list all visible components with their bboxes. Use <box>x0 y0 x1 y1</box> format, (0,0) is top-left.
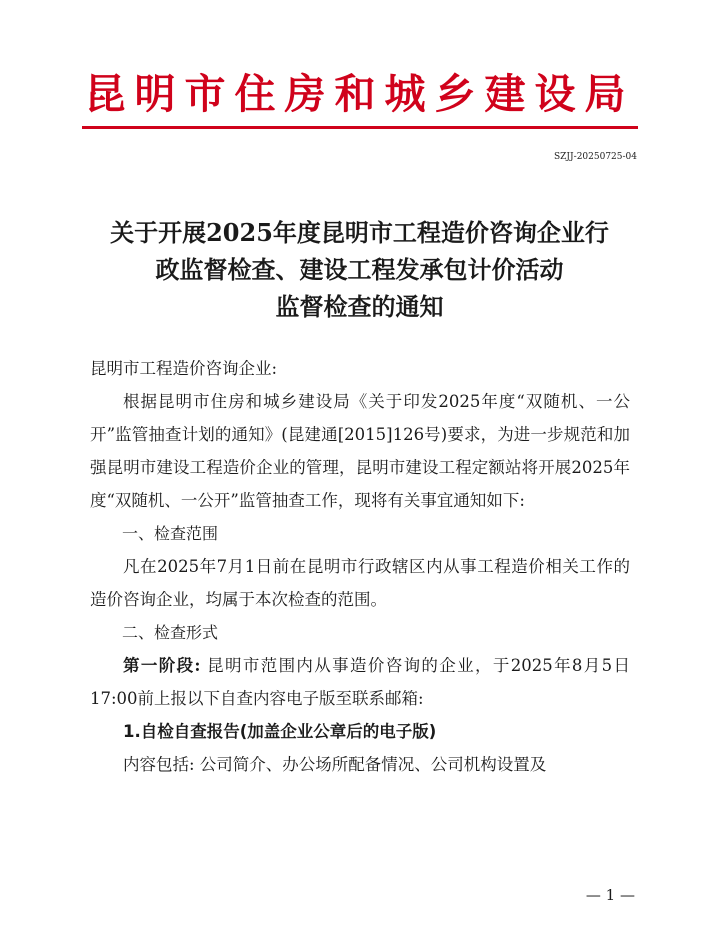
section-1-heading: 一、检查范围 <box>122 524 219 543</box>
red-separator-line <box>82 126 638 129</box>
stage-1-label: 第一阶段: <box>123 656 201 675</box>
notice-body <box>90 352 630 781</box>
section-2-heading: 二、检查形式 <box>122 623 219 642</box>
document-number: SZJJ-20250725-04 <box>554 152 637 162</box>
notice-title <box>60 214 659 325</box>
page-number: — 1 — <box>585 886 635 904</box>
item-1-paragraph: 内容包括: 公司简介、办公场所配备情况、公司机构设置及 <box>123 755 547 774</box>
stage-1-text: 昆明市范围内从事造价咨询的企业，于2025年8月5日17:00前上报以下自查内容电子版至联系邮箱: <box>90 656 630 708</box>
issuing-authority-header: 昆明市住房和城乡建设局 <box>84 70 635 118</box>
stage-1-paragraph <box>90 649 630 715</box>
item-1-heading: 1.自检自查报告(加盖企业公章后的电子版) <box>123 722 437 741</box>
title-line-1: 关于开展2025年度昆明市工程造价咨询企业行 <box>110 218 609 247</box>
section-1-paragraph: 凡在2025年7月1日前在昆明市行政辖区内从事工程造价相关工作的造价咨询企业，均属于本次检查的范围。 <box>90 557 630 609</box>
salutation: 昆明市工程造价咨询企业: <box>90 359 278 378</box>
title-line-3: 监督检查的通知 <box>275 292 444 321</box>
title-line-2: 政监督检查、建设工程发承包计价活动 <box>155 255 564 284</box>
intro-paragraph: 根据昆明市住房和城乡建设局《关于印发2025年度“双随机、一公开”监管抽查计划的通知》(昆建通[2015]126号)要求，为进一步规范和加强昆明市建设工程造价企业的管理，昆明市建设工程定额站将开展2025年度“双随机、一公开”监管抽查工作，现将有关事宜通知如下: <box>90 392 630 510</box>
